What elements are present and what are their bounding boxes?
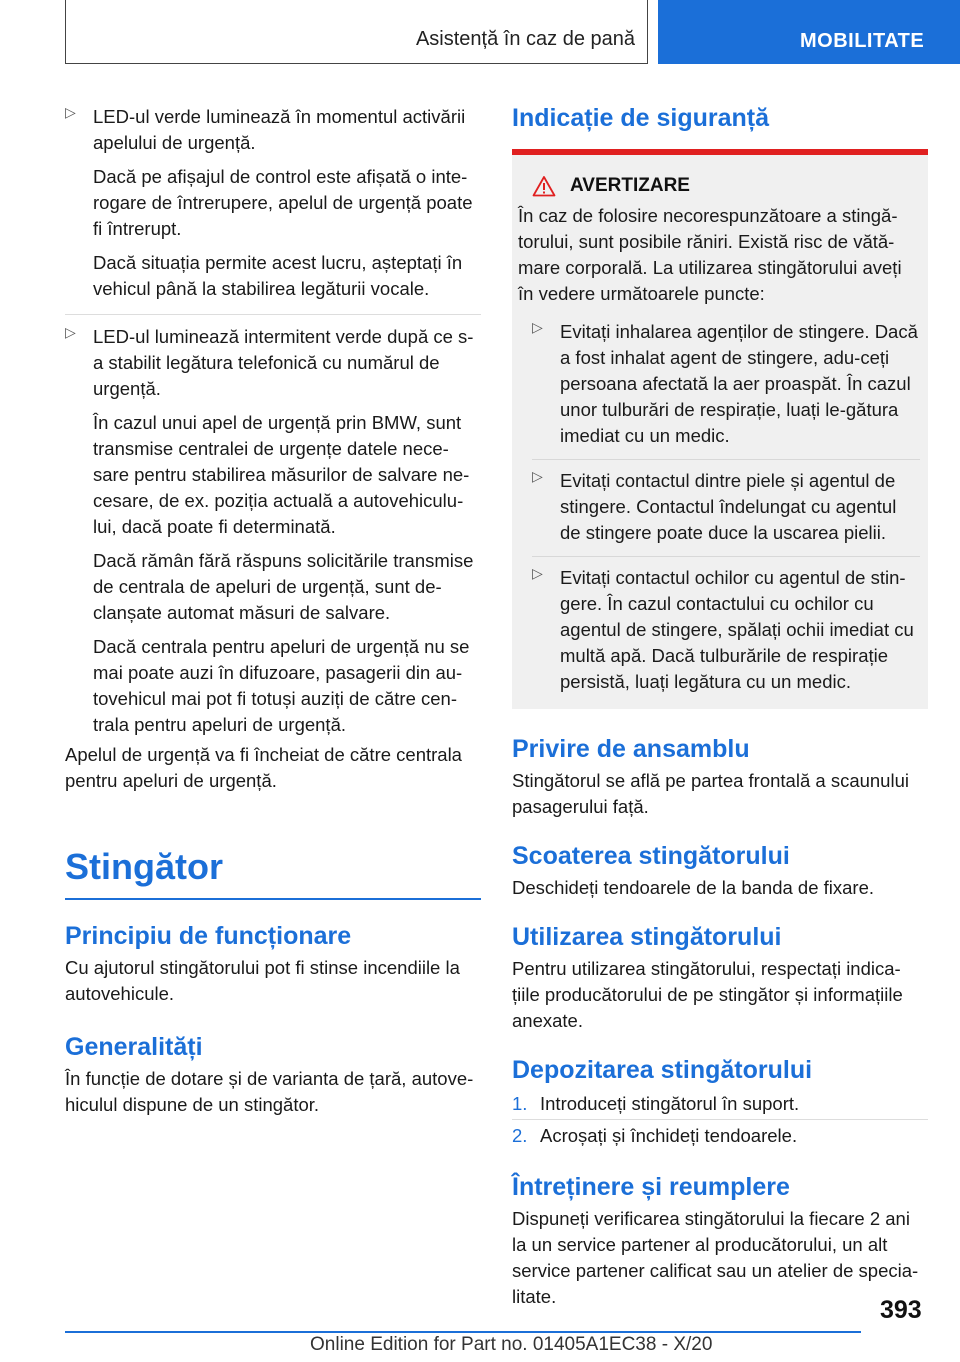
safety-heading: Indicație de siguranță (512, 104, 770, 132)
section-rule (65, 898, 481, 900)
overview-text: Stingătorul se află pe partea frontală a scaunului pasagerului față. (512, 770, 909, 817)
overview-heading: Privire de ansamblu (512, 735, 750, 763)
divider (512, 1119, 928, 1120)
right-column (512, 104, 928, 1310)
warning-text: În caz de folosire necorespunzătoare a stingă-torului, sunt posibile răniri. Există risc de vătă-mare corporală. La utilizarea stingătorului aveți în vedere următoarele puncte: (518, 205, 902, 304)
bullet-text: Dacă rămân fără răspuns solicitările transmise de centrala de apeluri de urgență, sunt de-clanșate automat măsuri de salvare. (93, 550, 474, 623)
principle-text: Cu ajutorul stingătorului pot fi stinse incendiile la autovehicule. (65, 956, 460, 1004)
step-text: Introduceți stingătorul în suport. (540, 1093, 800, 1114)
footer-rule (65, 1331, 861, 1333)
warning-item-text: Evitați contactul dintre piele și agentul de stingere. Contactul îndelungat cu agentul de stingere poate duce la uscarea pielii. (560, 470, 897, 543)
warning-box (512, 155, 928, 709)
general-heading: Generalități (65, 1032, 203, 1061)
triangle-right-icon: ▷ (532, 565, 543, 581)
step-number: 1. (512, 1093, 528, 1114)
list-item (532, 319, 920, 449)
triangle-right-icon: ▷ (532, 468, 543, 484)
step-text: Acroșați și închideți tendoarele. (540, 1125, 798, 1146)
use-text: Pentru utilizarea stingătorului, respectați indica-țiile producătorului de pe stingător și informațiile anexate. (512, 958, 903, 1031)
store-heading: Depozitarea stingătorului (512, 1056, 813, 1084)
use-heading: Utilizarea stingătorului (512, 923, 782, 951)
list-item (532, 468, 920, 546)
header-chapter-tab (658, 0, 960, 64)
bullet-text: LED-ul luminează intermitent verde după ce s-a stabilit legătura telefonică cu numărul de urgență. (93, 326, 474, 399)
bullet-text: Dacă pe afișajul de control este afișată o inte-rogare de întrerupere, apelul de urgență poate fi întrerupt. (93, 166, 473, 239)
divider (65, 314, 481, 315)
warning-triangle-icon (532, 175, 556, 197)
section-title: Stingător (65, 846, 223, 887)
warning-item-text: Evitați contactul ochilor cu agentul de stin-gere. În cazul contactului cu ochilor cu agentul de stingere, spălați ochii imediat cu multă apă. Dacă tulburările de respirație persistă, luați legătura cu un medic. (560, 567, 914, 692)
triangle-right-icon: ▷ (532, 319, 543, 335)
bullet-text: Dacă centrala pentru apeluri de urgență nu se mai poate auzi în difuzoare, pasagerii din au-tovehicul mai pot fi totuși auziți de către cen-trala pentru apeluri de urgență. (93, 636, 470, 735)
triangle-right-icon: ▷ (65, 324, 76, 340)
bullet-text: LED-ul verde luminează în momentul activării apelului de urgență. (93, 106, 466, 153)
list-item (512, 1091, 928, 1117)
warning-header (518, 175, 920, 197)
remove-heading: Scoaterea stingătorului (512, 842, 790, 870)
warning-item-text: Evitați inhalarea agenților de stingere. Dacă a fost inhalat agent de stingere, adu-ceți persoana afectată la aer proaspăt. În cazul unor tulburări de respirație, luați le-gătura imediat cu un medic. (560, 321, 918, 446)
list-item (65, 104, 481, 302)
general-text: În funcție de dotare și de varianta de țară, autove-hiculul dispune de un stingător. (65, 1067, 474, 1115)
left-column (65, 104, 481, 1118)
bullet-text: În cazul unui apel de urgență prin BMW, sunt transmise centralei de urgențe datele nece-sare pentru stabilirea măsurilor de salvare ne-cesare, de ex. poziția actuală a autovehiculu-lui, dacă poate fi determinată. (93, 412, 470, 537)
header-chapter-label: MOBILITATE (800, 30, 925, 52)
remove-text: Deschideți tendoarele de la banda de fixare. (512, 877, 875, 898)
edition-text: Online Edition for Part no. 01405A1EC38 - X/20 (310, 1334, 713, 1355)
list-item (532, 565, 920, 695)
warning-label: AVERTIZARE (570, 175, 690, 196)
list-item (65, 324, 481, 738)
closing-text: Apelul de urgență va fi încheiat de către centrala pentru apeluri de urgență. (65, 744, 462, 791)
bullet-text: Dacă situația permite acest lucru, așteptați în vehicul până la stabilirea legăturii vocale. (93, 252, 463, 299)
principle-heading: Principiu de funcționare (65, 921, 352, 950)
divider (532, 556, 920, 557)
step-number: 2. (512, 1125, 528, 1146)
header-section-box (65, 0, 648, 64)
triangle-right-icon: ▷ (65, 104, 76, 120)
maintenance-text: Dispuneți verificarea stingătorului la fiecare 2 ani la un service partener al producătorului, un alt service partener calificat sau un atelier de specia-litate. (512, 1208, 919, 1307)
list-item (512, 1123, 928, 1149)
divider (532, 459, 920, 460)
header-section-title: Asistență în caz de pană (415, 28, 635, 50)
maintenance-heading: Întreținere și reumplere (512, 1173, 790, 1201)
page-number: 393 (880, 1296, 922, 1324)
